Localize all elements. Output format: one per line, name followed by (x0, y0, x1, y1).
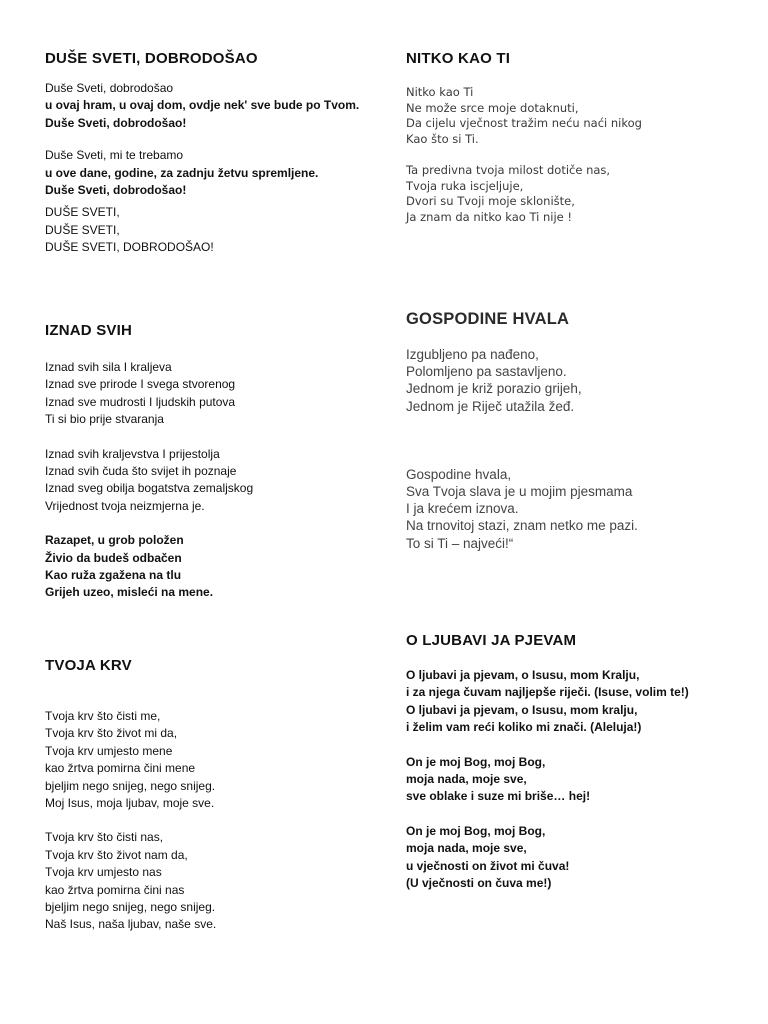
song-title: TVOJA KRV (45, 657, 132, 674)
lyric-line: O ljubavi ja pjevam, o Isusu, mom kralju, (406, 702, 638, 717)
stanza (406, 85, 642, 147)
lyric-line: Moj Isus, moja ljubav, moje sve. (45, 796, 215, 811)
lyric-line: Da cijelu vječnost tražim neću naći nikog (406, 116, 642, 130)
stanza (45, 147, 359, 199)
lyric-line: Jednom je Riječ utažila žeđ. (406, 398, 575, 414)
lyric-line: O ljubavi ja pjevam, o Isusu, mom Kralju, (406, 668, 640, 682)
stanza (406, 346, 638, 415)
lyric-line: (U vječnosti on čuva me!) (406, 876, 552, 891)
song-title: IZNAD SVIH (45, 322, 133, 339)
stanza (406, 667, 689, 737)
stanza (406, 754, 689, 806)
stanza (406, 823, 689, 893)
lyric-line: Tvoja krv što život mi da, (45, 726, 178, 741)
song-duse-sveti (45, 50, 359, 257)
lyric-line: Iznad svih sila I kraljeva (45, 360, 172, 374)
lyric-line: Gospodine hvala, (406, 466, 512, 482)
lyric-line: moja nada, moje sve, (406, 841, 527, 856)
lyric-line: Izgubljeno pa nađeno, (406, 347, 539, 362)
lyric-line: Iznad sveg obilja bogatstva zemaljskog (45, 481, 254, 496)
stanza (45, 80, 359, 132)
stanza (45, 532, 253, 602)
lyric-line: u vječnosti on život mi čuva! (406, 858, 570, 873)
song-nitko-kao-ti (406, 50, 642, 225)
lyric-line: bjeljim nego snijeg, nego snijeg. (45, 778, 216, 793)
lyric-line: DUŠE SVETI, DOBRODOŠAO! (45, 240, 214, 255)
lyric-line: DUŠE SVETI, (45, 222, 120, 237)
stanza (45, 829, 216, 933)
lyric-line: I ja krećem iznova. (406, 501, 519, 517)
stanza (45, 446, 253, 516)
song-gospodine-hvala (406, 310, 638, 552)
song-iznad-svih (45, 322, 253, 602)
lyric-line: i za njega čuvam najljepše riječi. (Isuse, volim te!) (406, 685, 689, 700)
lyric-line: Polomljeno pa sastavljeno. (406, 364, 567, 380)
lyric-line: Živio da budeš odbačen (45, 550, 182, 565)
lyric-line: u ovaj hram, u ovaj dom, ovdje nek' sve bude po Tvom. (45, 98, 360, 113)
lyric-line: Jednom je križ porazio grijeh, (406, 381, 582, 397)
lyric-line: Duše Sveti, dobrodošao (45, 81, 174, 95)
lyric-line: Na trnovitoj stazi, znam netko me pazi. (406, 518, 638, 534)
lyric-line: Kao ruža zgažena na tlu (45, 568, 182, 583)
lyric-line: bjeljim nego snijeg, nego snijeg. (45, 900, 216, 915)
stanza (45, 359, 253, 429)
lyric-line: Grijeh uzeo, misleći na mene. (45, 585, 214, 600)
lyric-line: Iznad sve mudrosti I ljudskih putova (45, 394, 236, 409)
lyric-line: sve oblake i suze mi briše… hej! (406, 789, 591, 804)
lyric-line: Tvoja krv umjesto nas (45, 865, 162, 880)
song-title: GOSPODINE HVALA (406, 310, 570, 328)
lyric-line: Nitko kao Ti (406, 85, 474, 99)
lyric-line: Ti si bio prije stvaranja (45, 412, 164, 427)
lyric-line: Ne može srce moje dotaknuti, (406, 100, 579, 115)
song-title: O LJUBAVI JA PJEVAM (406, 632, 577, 649)
lyric-line: kao žrtva pomirna čini nas (45, 882, 185, 897)
lyric-line: To si Ti – najveći!“ (406, 535, 514, 551)
stanza (45, 204, 359, 256)
lyric-line: Razapet, u grob položen (45, 533, 184, 548)
lyric-line: Duše Sveti, dobrodošao! (45, 183, 187, 198)
lyric-line: u ove dane, godine, za zadnju žetvu spremljene. (45, 165, 319, 180)
stanza (406, 163, 642, 225)
song-o-ljubavi-ja-pjevam (406, 632, 689, 892)
song-title: NITKO KAO TI (406, 50, 511, 67)
lyric-line: Vrijednost tvoja neizmjerna je. (45, 498, 205, 513)
lyric-line: Naš Isus, naša ljubav, naše sve. (45, 917, 217, 932)
song-title: DUŠE SVETI, DOBRODOŠAO (45, 50, 258, 67)
stanza (45, 708, 216, 812)
lyric-line: Dvori su Tvoji moje sklonište, (406, 194, 575, 208)
lyric-line: Kao što si Ti. (406, 131, 479, 146)
lyric-line: Tvoja krv umjesto mene (45, 743, 173, 758)
lyric-line: i želim vam reći koliko mi znači. (Aleluja!) (406, 720, 642, 735)
lyric-line: DUŠE SVETI, (45, 205, 120, 220)
lyric-line: moja nada, moje sve, (406, 772, 527, 787)
lyric-line: On je moj Bog, moj Bog, (406, 754, 546, 769)
lyric-line: Iznad svih čuda što svijet ih poznaje (45, 464, 237, 479)
lyric-line: Ja znam da nitko kao Ti nije ! (406, 209, 572, 224)
lyric-line: Tvoja ruka iscjeljuje, (406, 178, 524, 193)
lyric-line: Iznad svih kraljevstva I prijestolja (45, 446, 220, 461)
lyric-line: Ta predivna tvoja milost dotiče nas, (406, 163, 611, 177)
lyric-line: Tvoja krv što čisti nas, (45, 830, 164, 845)
lyric-line: Sva Tvoja slava je u mojim pjesmama (406, 484, 633, 500)
stanza (406, 466, 638, 552)
lyric-line: On je moj Bog, moj Bog, (406, 823, 546, 838)
lyric-line: kao žrtva pomirna čini mene (45, 761, 196, 776)
lyric-line: Duše Sveti, mi te trebamo (45, 148, 184, 163)
lyric-line: Iznad sve prirode I svega stvorenog (45, 377, 236, 392)
lyric-line: Tvoja krv što čisti me, (45, 709, 161, 723)
song-tvoja-krv (45, 657, 216, 934)
lyric-line: Tvoja krv što život nam da, (45, 847, 188, 862)
lyric-line: Duše Sveti, dobrodošao! (45, 115, 187, 130)
